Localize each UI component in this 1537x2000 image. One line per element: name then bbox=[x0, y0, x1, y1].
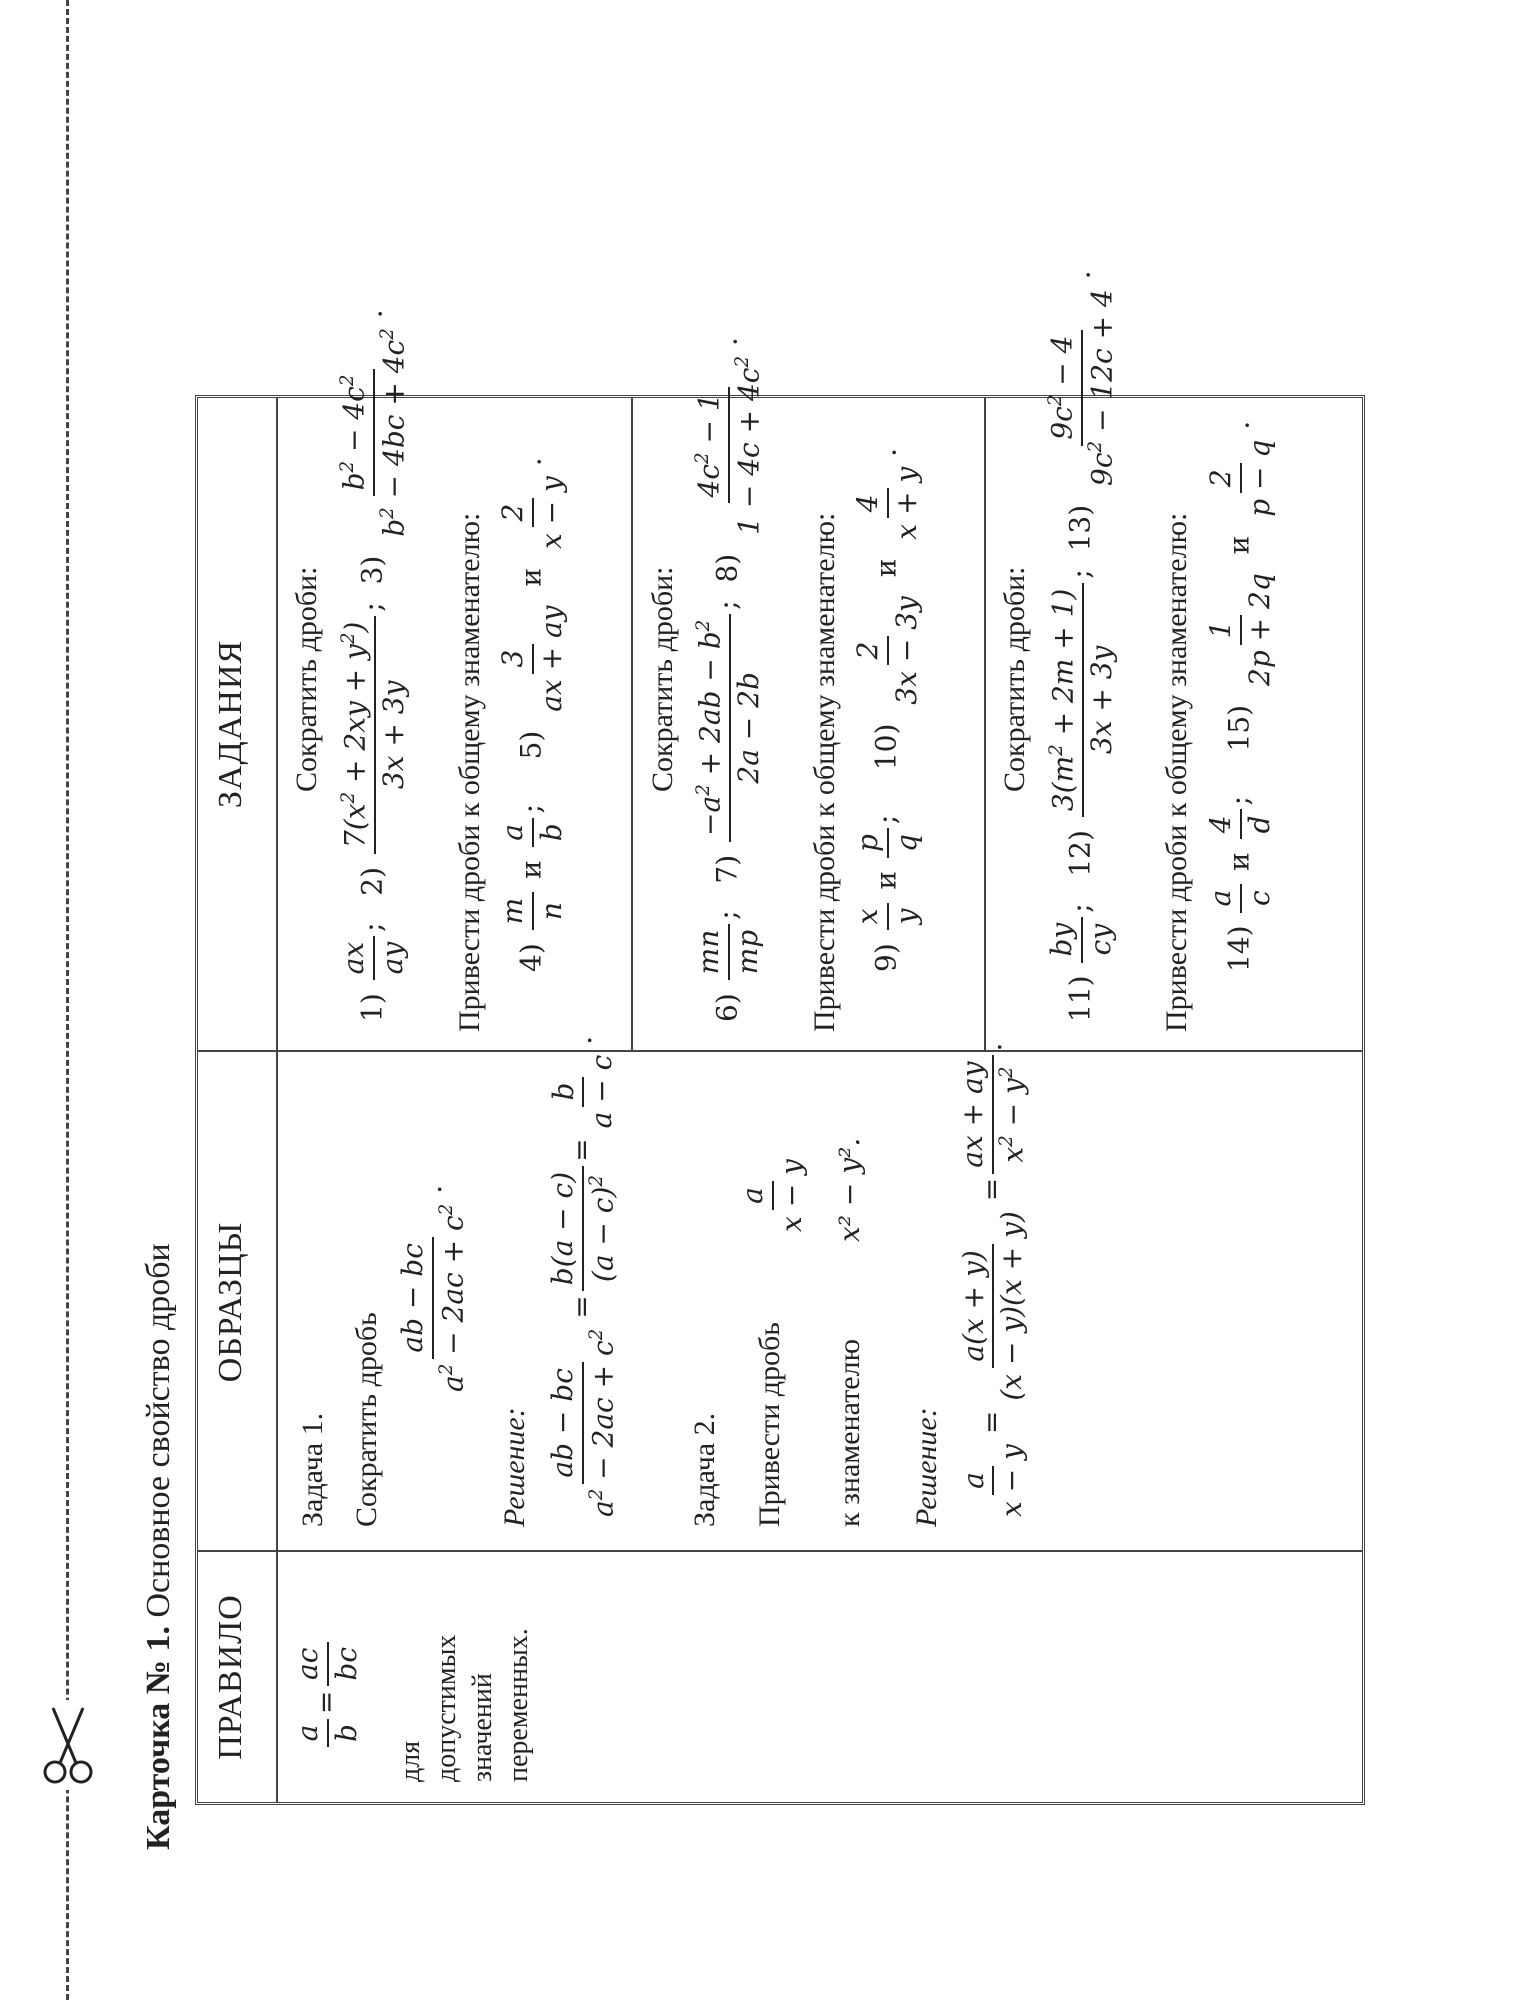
and-word: и bbox=[1222, 852, 1256, 871]
task-number: 3) bbox=[355, 555, 389, 585]
and-word: и bbox=[514, 567, 548, 587]
card-number: Карточка № 1. bbox=[140, 1626, 177, 1850]
task1-fraction: ab − bc $a^2 - 2ac + c^2$ . bbox=[396, 1184, 470, 1392]
card-topic: Основное свойство дроби bbox=[140, 1243, 177, 1627]
task1-text: Сократить дробь bbox=[350, 1312, 383, 1527]
task2-label: Задача 2. bbox=[688, 1412, 721, 1527]
task-number: 11) bbox=[1063, 975, 1097, 1022]
block2-common-tasks: 9) x y и p q ; 10) 2 3x − 3y и 4 x + y . bbox=[851, 447, 923, 972]
task-number: 12) bbox=[1063, 830, 1097, 877]
block2-reduce-tasks: 6) mn mp ; 7) $-a^2 + 2ab - b^2$ 2a − 2b ; 8) $4c^2 - 1$ $1 - 4c + 4c^2$ . bbox=[692, 337, 766, 1022]
header-divider bbox=[276, 398, 278, 1802]
task2-text: Привести дробь bbox=[753, 1322, 786, 1527]
rule-line: значений bbox=[467, 1673, 498, 1782]
solution2-label: Решение: bbox=[910, 1407, 943, 1527]
task-number: 6) bbox=[710, 993, 744, 1022]
rule-line: переменных. bbox=[503, 1628, 534, 1782]
block3-common-title: Привести дроби к общему знаменателю: bbox=[1160, 512, 1193, 1032]
task-number: 15) bbox=[1222, 704, 1256, 752]
rule-formula: a b = ac bc bbox=[293, 1637, 363, 1752]
task-number: 9) bbox=[869, 943, 903, 972]
card-table bbox=[195, 270, 1365, 1805]
row-divider bbox=[984, 398, 986, 1052]
and-word: и bbox=[869, 558, 903, 578]
block3-reduce-tasks: 11) by cy ; 12) $3(m^2 + 2m + 1)$ 3x + 3y ; 13) $9c^2 - 4$ $9c^2 - 12c + 4$ . bbox=[1045, 270, 1119, 1022]
rule-text bbox=[393, 1628, 537, 1782]
header-samples: ОБРАЗЦЫ bbox=[212, 1221, 249, 1383]
card-title bbox=[140, 1243, 178, 1850]
task-number: 4) bbox=[514, 943, 548, 972]
task-number: 10) bbox=[869, 723, 903, 771]
column-divider bbox=[198, 1050, 1362, 1052]
and-word: и bbox=[869, 870, 903, 890]
rotated-card bbox=[0, 270, 1276, 2000]
block1-common-tasks: 4) m n и a b ; 5) 3 ax + ay и 2 x − y . bbox=[496, 457, 568, 972]
task-number: 8) bbox=[710, 553, 744, 583]
task-number: 5) bbox=[514, 730, 548, 760]
task1-label: Задача 1. bbox=[296, 1412, 329, 1527]
block2-reduce-title: Сократить дроби: bbox=[646, 566, 679, 792]
solution1: ab − bc $a^2 - 2ac + c^2$ = b(a − c) $(a - c)^2$ = b a − c . bbox=[546, 1035, 620, 1517]
task-number: 14) bbox=[1222, 925, 1256, 972]
task-number: 7) bbox=[710, 854, 744, 884]
solution-label: Решение: bbox=[498, 1407, 531, 1527]
task-number: 1) bbox=[355, 993, 389, 1022]
task-number: 13) bbox=[1063, 504, 1097, 552]
row-divider bbox=[631, 398, 633, 1052]
block2-common-title: Привести дроби к общему знаменателю: bbox=[808, 512, 841, 1032]
header-tasks: ЗАДАНИЯ bbox=[212, 639, 249, 809]
rule-line: допустимых bbox=[431, 1634, 462, 1782]
block1-common-title: Привести дроби к общему знаменателю: bbox=[453, 512, 486, 1032]
solution2: a x − y = a(x + y) (x − y)(x + y) = ax + ay $x^2 - y^2$ . bbox=[956, 1042, 1030, 1517]
block1-reduce-title: Сократить дроби: bbox=[290, 566, 323, 792]
block1-reduce-tasks: 1) ax ay ; 2) $7(x^2 + 2xy + y^2)$ 3x + 3y ; 3) $b^2 - 4c^2$ $b^2 - 4bc + 4c^2$ . bbox=[337, 309, 411, 1022]
and-word: и bbox=[1222, 535, 1256, 555]
task-number: 2) bbox=[355, 866, 389, 896]
rule-line: для bbox=[395, 1740, 426, 1782]
block3-reduce-title: Сократить дроби: bbox=[998, 566, 1031, 792]
column-divider bbox=[198, 1550, 1362, 1552]
header-rule: ПРАВИЛО bbox=[212, 1594, 249, 1760]
task2-text2: к знаменателю bbox=[833, 1339, 866, 1527]
task2-denominator: x² − y². bbox=[833, 1137, 866, 1242]
task2-fraction: a x − y bbox=[736, 1159, 808, 1232]
and-word: и bbox=[514, 860, 548, 879]
block3-common-tasks: 14) a c и 4 d ; 15) 1 2p + 2q и 2 p − q . bbox=[1204, 420, 1276, 972]
